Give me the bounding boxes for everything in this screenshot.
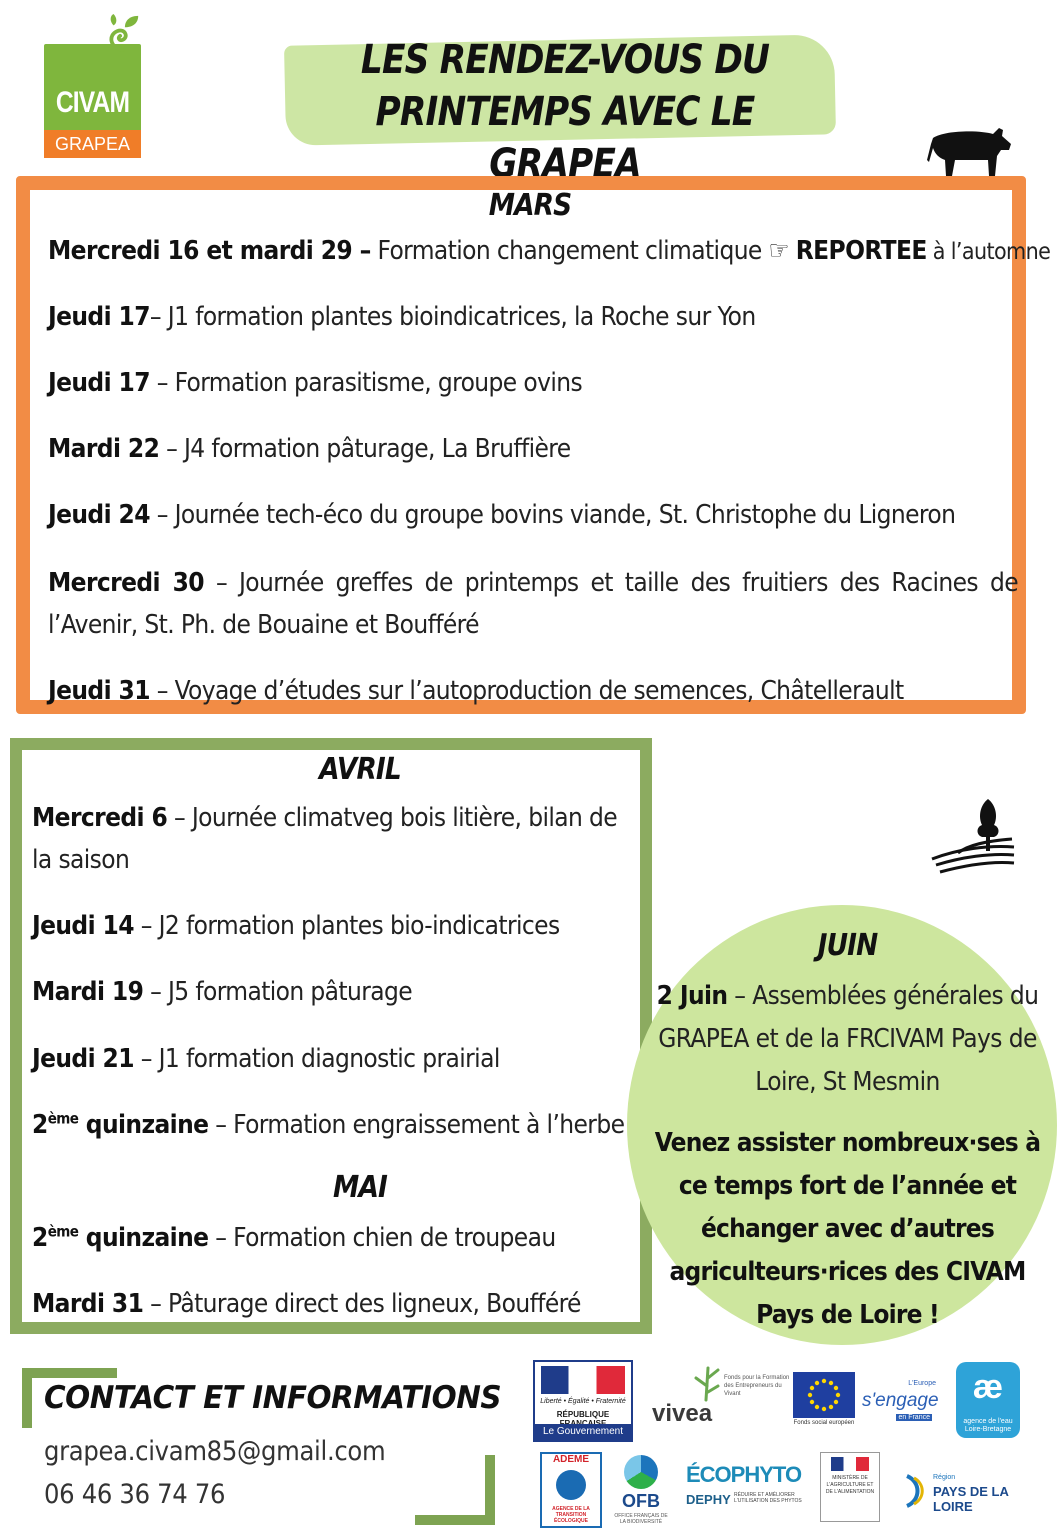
event-date: Jeudi 24 <box>48 500 150 530</box>
ademe-logo <box>540 1452 602 1528</box>
contact-email-link[interactable]: grapea.civam85@gmail.com <box>44 1436 386 1467</box>
event-text: – J4 formation pâturage, La Bruffière <box>159 434 571 464</box>
event-date <box>32 1110 208 1140</box>
date-superscript: ème <box>47 1222 79 1241</box>
event-date: Mercredi 6 <box>32 803 168 833</box>
republique-francaise-logo <box>533 1360 633 1442</box>
mars-event-7 <box>48 670 1018 712</box>
region-arc-icon <box>903 1472 929 1510</box>
event-text: – J1 formation plantes bioindicatrices, la Roche sur Yon <box>149 302 756 332</box>
aelb-mark: æ <box>972 1368 1004 1406</box>
event-date: Mercredi 16 et mardi 29 – <box>48 236 371 266</box>
contact-bracket-bottom <box>415 1455 495 1525</box>
avril-event-2 <box>32 905 632 947</box>
avril-event-5 <box>32 1104 642 1146</box>
status-reportee: REPORTEE <box>795 236 927 266</box>
event-date: Jeudi 31 <box>48 676 150 706</box>
ofb-foot: OFFICE FRANÇAIS DE LA BIODIVERSITÉ <box>614 1513 668 1525</box>
engage-top: L'Europe <box>908 1380 936 1387</box>
ofb-circle-icon <box>624 1455 658 1489</box>
ofb-logo <box>612 1455 670 1527</box>
ministere-logo <box>820 1452 880 1522</box>
mars-event-1 <box>48 230 1051 273</box>
event-text: – Assemblées générales du GRAPEA et de la FRCIVAM Pays de Loire, St Mesmin <box>658 981 1039 1097</box>
ademe-head: ADEME <box>552 1454 590 1465</box>
date-rest: quinzaine <box>78 1223 209 1253</box>
eu-flag-icon <box>793 1372 855 1418</box>
vivea-sub: Fonds pour la Formation des Entrepreneurs du Vivant <box>724 1375 790 1397</box>
ecophyto-logo <box>684 1462 808 1520</box>
cow-icon <box>925 120 1015 180</box>
pointing-hand-icon: ☞ <box>768 236 789 266</box>
mars-event-2 <box>48 296 1018 338</box>
mai-title: MAI <box>333 1170 387 1205</box>
europe-sengage-logo <box>862 1378 940 1434</box>
vivea-logo <box>650 1362 790 1432</box>
event-date: Jeudi 17 <box>48 368 150 398</box>
avril-event-1 <box>32 797 632 881</box>
event-date: Jeudi 17 <box>48 302 150 332</box>
eu-fse-logo <box>793 1372 855 1434</box>
contact-phone: 06 46 36 74 76 <box>44 1479 226 1510</box>
event-text: – Formation parasitisme, groupe ovins <box>149 368 583 398</box>
civam-grapea-logo <box>44 44 141 158</box>
pdl-name: PAYS DE LA LOIRE <box>933 1484 1009 1514</box>
leaf-swirl-icon <box>104 14 142 52</box>
mars-title: MARS <box>488 188 572 223</box>
event-text: – J1 formation diagnostic prairial <box>133 1044 500 1074</box>
french-flag-icon <box>541 1366 625 1394</box>
mars-event-4 <box>48 428 1018 470</box>
avril-event-3 <box>32 971 632 1013</box>
french-flag-icon <box>831 1457 869 1471</box>
juin-content <box>650 928 1045 1337</box>
pays-de-la-loire-logo <box>903 1470 1043 1512</box>
ademe-foot: AGENCE DE LA TRANSITION ÉCOLOGIQUE <box>552 1506 590 1524</box>
rf-motto: Liberté • Égalité • Fraternité <box>540 1398 626 1405</box>
avril-title: AVRIL <box>319 752 401 787</box>
juin-call-to-action: Venez assister nombreux·ses à ce temps fort de l’année et échanger avec d’autres agriculteurs·rices des CIVAM Pays de Loire ! <box>654 1128 1041 1330</box>
event-text: – Formation engraissement à l’herbe <box>208 1110 625 1140</box>
juin-title: JUIN <box>817 928 878 963</box>
date-superscript: ème <box>47 1109 79 1128</box>
logo-grapea-text: GRAPEA <box>44 130 141 158</box>
ofb-name: OFB <box>622 1491 660 1511</box>
event-text: – Journée greffes de printemps et taille des fruitiers des Racines de l’Avenir, St. Ph. de Bouaine et Boufféré <box>48 568 1018 640</box>
aelb-caption: agence de l'eau Loire-Bretagne <box>963 1418 1013 1433</box>
vivea-leaf-icon <box>692 1364 722 1402</box>
title-line-2: PRINTEMPS AVEC LE GRAPEA <box>375 89 755 187</box>
landscape-tree-icon <box>928 795 1018 880</box>
avril-event-4 <box>32 1038 632 1080</box>
eu-stars-icon <box>793 1372 855 1418</box>
rf-gov: Le Gouvernement <box>535 1424 631 1440</box>
event-date: Mardi 19 <box>32 977 144 1007</box>
agence-eau-logo <box>956 1362 1020 1438</box>
event-date: Mercredi 30 <box>48 568 204 598</box>
event-date: 2 Juin <box>656 981 728 1011</box>
event-text: – Journée tech-éco du groupe bovins viande, St. Christophe du Ligneron <box>149 500 956 530</box>
status-suffix: à l’automne <box>926 239 1051 265</box>
event-date: Mardi 31 <box>32 1289 144 1319</box>
pdl-small: Région <box>933 1474 956 1481</box>
dephy-name: DEPHY <box>686 1492 731 1507</box>
ecophyto-foot: RÉDUIRE ET AMÉLIORER L'UTILISATION DES PHYTOS <box>734 1492 802 1504</box>
globe-icon <box>556 1470 586 1500</box>
mars-event-6 <box>48 562 1018 646</box>
engage-bottom: en France <box>898 1414 930 1421</box>
event-text: – J2 formation plantes bio-indicatrices <box>133 911 560 941</box>
contact-title: CONTACT ET INFORMATIONS <box>44 1380 502 1416</box>
vivea-name: vivea <box>652 1400 713 1427</box>
mars-event-5 <box>48 494 1018 536</box>
title-line-1: LES RENDEZ-VOUS DU <box>360 37 770 83</box>
event-date: Jeudi 21 <box>32 1044 134 1074</box>
event-text: – Pâturage direct des ligneux, Boufféré <box>143 1289 581 1319</box>
mai-event-1 <box>32 1217 642 1259</box>
eu-caption: Fonds social européen <box>793 1420 855 1426</box>
event-text: – Journée climatveg bois litière, bilan de la saison <box>32 803 618 875</box>
event-date: Jeudi 14 <box>32 911 134 941</box>
logo-civam-text: CIVAM <box>55 86 130 119</box>
engage-word: s'engage <box>862 1390 939 1411</box>
juin-event <box>650 975 1045 1104</box>
mai-event-2 <box>32 1283 642 1325</box>
date-number: 2 <box>32 1110 48 1140</box>
rf-name: RÉPUBLIQUE <box>556 1410 610 1419</box>
event-text: – J5 formation pâturage <box>143 977 413 1007</box>
ministere-text: MINISTÈRE DE L'AGRICULTURE ET DE L'ALIMENTATION <box>825 1475 875 1495</box>
mars-event-3 <box>48 362 1018 404</box>
date-number: 2 <box>32 1223 48 1253</box>
event-date: Mardi 22 <box>48 434 160 464</box>
date-rest: quinzaine <box>78 1110 209 1140</box>
event-date <box>32 1223 208 1253</box>
ecophyto-name: ÉCOPHYTO <box>686 1462 802 1487</box>
page-title <box>303 34 828 190</box>
event-text: – Formation chien de troupeau <box>208 1223 556 1253</box>
event-text: Formation changement climatique <box>370 236 769 266</box>
event-text: – Voyage d’études sur l’autoproduction de semences, Châtellerault <box>149 676 904 706</box>
